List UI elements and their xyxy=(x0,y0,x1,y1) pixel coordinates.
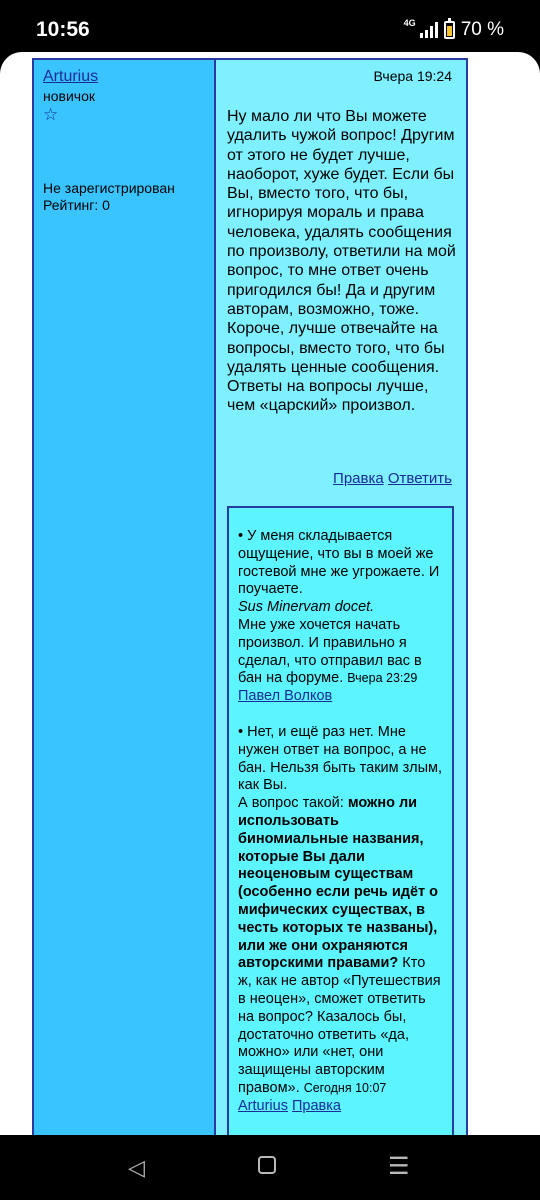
user-registration-status: Не зарегистрирован xyxy=(43,180,175,196)
comment-bullet: • xyxy=(238,528,248,544)
network-type: 4G xyxy=(403,18,416,28)
back-triangle-icon[interactable]: ◁ xyxy=(128,1155,145,1180)
comment-author-link[interactable]: Павел Волков xyxy=(238,688,333,705)
comment-text: Нет, и ещё раз нет. Мне нужен ответ на вопрос, а не бан. Нельзя быть таким злым, как Вы. xyxy=(238,723,442,794)
star-outline-icon: ☆ xyxy=(43,105,59,124)
signal-icon xyxy=(420,22,438,38)
battery-percent: 70 % xyxy=(460,19,504,40)
forum-post-table xyxy=(32,58,468,1135)
comment-author-link[interactable]: Arturius xyxy=(238,1097,288,1114)
comment xyxy=(238,724,442,1116)
user-name-link[interactable]: Arturius xyxy=(43,68,99,85)
post-actions xyxy=(333,470,452,487)
user-panel xyxy=(34,60,216,1135)
post-body xyxy=(218,60,466,1135)
comment-bold-text: можно ли использовать биномиальные названия, которые Вы дали неоценовым существам (особенно если речь идёт о мифических существах, в честь которых те названы), или же они охраняются авторскими правами? xyxy=(238,795,439,972)
browser-page xyxy=(0,52,540,1135)
recent-apps-icon[interactable]: ☰ xyxy=(388,1153,410,1180)
reply-link[interactable]: Ответить xyxy=(387,470,452,487)
post-date: Вчера 19:24 xyxy=(373,68,452,84)
navigation-bar xyxy=(0,1135,540,1200)
comments-box xyxy=(227,506,454,1135)
status-bar xyxy=(0,0,540,60)
comment-text: У меня складывается ощущение, что вы в моей же гостевой мне же угрожаете. И поучаете. xyxy=(238,528,440,598)
comment-date: Вчера 23:29 xyxy=(347,671,418,686)
comment-date: Сегодня 10:07 xyxy=(303,1080,387,1095)
edit-link[interactable]: Правка xyxy=(333,470,384,487)
user-rank: новичок xyxy=(43,88,95,104)
post-text: Ну мало ли что Вы можете удалить чужой вопрос! Другим от этого не будет лучше, наоборот, хуже будет. Если бы Вы, вместо того, что бы, игнорируя мораль и права человека, удалять сообщения по произволу, ответили на мой вопрос, то мне ответ очень пригодился бы! Да и другим авторам, возможно, тоже. Короче, лучше отвечайте на вопросы, вместо того, что бы удалять ценные сообщения. Ответы на вопросы лучше, чем «царский» произвол. xyxy=(227,108,456,415)
comment-bullet: • xyxy=(238,723,248,740)
clock: 10:56 xyxy=(36,18,90,41)
comment xyxy=(238,528,442,706)
home-square-icon[interactable] xyxy=(258,1156,276,1174)
comment-edit-link[interactable]: Правка xyxy=(292,1097,341,1114)
battery-icon xyxy=(444,21,455,39)
user-rating: Рейтинг: 0 xyxy=(43,197,110,213)
comment-italic-text: Sus Minervam docet. xyxy=(238,599,375,616)
status-icons xyxy=(404,19,504,41)
comment-text: Мне уже хочется начать произвол. И правильно я сделал, что отправил вас в бан на форуме. xyxy=(238,616,422,687)
comment-text: Кто ж, как не автор «Путешествия в неоцен», сможет ответить на вопрос? Казалось бы, достаточно ответить «да, можно» или «нет, они защищены авторским правом». xyxy=(238,955,441,1096)
comment-text: А вопрос такой: xyxy=(238,795,348,812)
